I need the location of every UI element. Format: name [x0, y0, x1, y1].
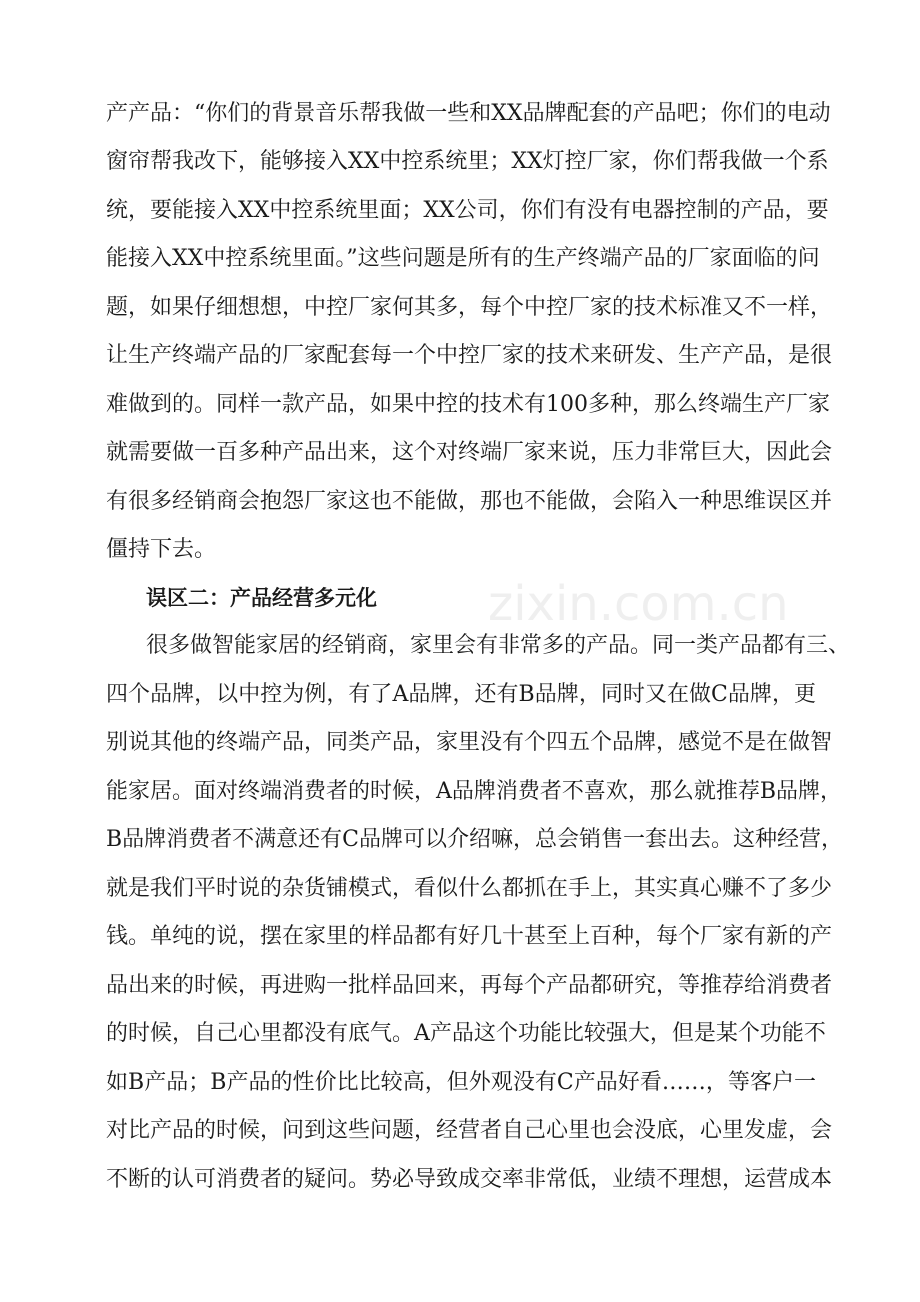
text-line: 就是我们平时说的杂货铺模式，看似什么都抓在手上，其实真心赚不了多少 — [106, 876, 833, 901]
text-line: 让生产终端产品的厂家配套每一个中控厂家的技术来研发、生产产品，是很 — [106, 343, 833, 368]
text-line: 窗帘帮我改下，能够接入XX中控系统里；XX灯控厂家，你们帮我做一个系 — [106, 149, 829, 174]
text-line: 产产品：“你们的背景音乐帮我做一些和XX品牌配套的产品吧；你们的电动 — [106, 101, 831, 126]
text-line: 四个品牌，以中控为例，有了A品牌，还有B品牌，同时又在做C品牌，更 — [106, 682, 816, 707]
text-line: 如B产品；B产品的性价比比较高，但外观没有C产品好看……，等客户一 — [106, 1070, 816, 1095]
text-line: 能接入XX中控系统里面。”这些问题是所有的生产终端产品的厂家面临的问 — [106, 246, 820, 271]
text-line: 的时候，自己心里都没有底气。A产品这个功能比较强大，但是某个功能不 — [106, 1021, 826, 1046]
text-line: 品出来的时候，再进购一批样品回来，再每个产品都研究，等推荐给消费者 — [106, 973, 833, 998]
section-heading: 误区二：产品经营多元化 — [146, 586, 377, 610]
text-line-paragraph-end: 僵持下去。 — [106, 537, 217, 562]
watermark: zixin.com.cn — [488, 576, 789, 632]
text-line: 难做到的。同样一款产品，如果中控的技术有100多种，那么终端生产厂家 — [106, 392, 830, 417]
text-line: 钱。单纯的说，摆在家里的样品都有好几十甚至上百种，每个厂家有新的产 — [106, 924, 833, 949]
text-line: 统，要能接入XX中控系统里面；XX公司，你们有没有电器控制的产品，要 — [106, 198, 829, 223]
text-line: 有很多经销商会抱怨厂家这也不能做，那也不能做，会陷入一种思维误区并 — [106, 489, 833, 514]
text-line: 能家居。面对终端消费者的时候，A品牌消费者不喜欢，那么就推荐B品牌， — [106, 779, 843, 804]
paragraph-first-line: 很多做智能家居的经销商，家里会有非常多的产品。同一类产品都有三、 — [146, 633, 851, 658]
text-line: 别说其他的终端产品，同类产品，家里没有个四五个品牌，感觉不是在做智 — [106, 730, 833, 755]
text-line: 题，如果仔细想想，中控厂家何其多，每个中控厂家的技术标准又不一样， — [106, 295, 833, 320]
text-line: B品牌消费者不满意还有C品牌可以介绍嘛，总会销售一套出去。这种经营， — [106, 827, 844, 852]
text-line: 对比产品的时候，问到这些问题，经营者自己心里也会没底，心里发虚，会 — [106, 1118, 833, 1143]
text-line: 就需要做一百多种产品出来，这个对终端厂家来说，压力非常巨大，因此会 — [106, 440, 833, 465]
text-line: 不断的认可消费者的疑问。势必导致成交率非常低，业绩不理想，运营成本 — [106, 1167, 833, 1192]
